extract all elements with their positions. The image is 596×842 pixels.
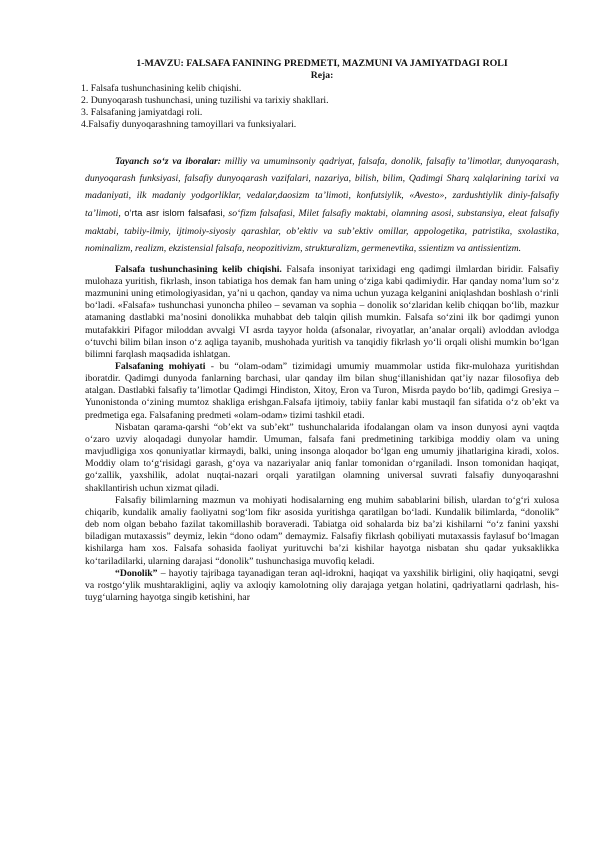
document-page [81,58,560,604]
plan-item: 3. Falsafaning jamiyatdagi roli. [81,106,203,118]
body-paragraph [85,568,559,604]
body-paragraph [85,495,559,568]
paragraph-lead: Falsafaning mohiyati [115,361,206,372]
paragraph-lead: Falsafa tushunchasining kelib chiqishi. [115,263,282,275]
paragraph-lead: “Donolik” [115,567,158,579]
keywords-highlight: o‘rta asr islom falsafasi [124,207,223,219]
keywords-label: Tayanch so‘z va iboralar: [115,156,221,168]
paragraph-text: Nisbatan qarama-qarshi “ob’ekt va sub’ekt” tushunchalarida ifodalangan olam va inson dunyosi ayni vaqtda o‘zaro uzviy aloqadagi dunyolar hamdir. Umuman, falsafa fani predmetining tarkibiga moddiy olam va uning mavjudligiga xos qonuniyatlar kirmaydi, balki, uning insonga aloqador bo‘lgan eng umumiy jihatlarigina kiradi, xolos. Moddiy olam to‘g‘risidagi garash, g‘oya va nazariyalar aniq fanlar tomonidan o‘rganiladi. Inson tomonidan haqiqat, go‘zallik, yaxshilik, adolat nuqtai-nazari orqali yaratilgan olamning universal suvrati falsafiy dunyoqarashni shakllantirish uchun xizmat qiladi. [85,421,559,494]
body-paragraph [85,361,559,422]
paragraph-text: Falsafiy bilimlarning mazmun va mohiyati hodisalarning eng muhim sabablarini bilish, ulardan to‘g‘ri xulosa chiqarib, kundalik amaliy faoliyatni sog‘lom fikr asosida yuritishga qaratilgan bo‘ladi. Kundalik bilimlarda, “donolik” deb nom olgan bebaho fazilat takomillashib boraveradi. Tabiatga oid sohalarda biz ba’zi kishilarni “o‘z fanini yaxshi biladigan mutaxassis” deymiz, lekin “dono odam” demaymiz. Falsafiy fikrlash qobiliyati mutaxassis faylasuf bo‘lmagan kishilarga ham xos. Falsafa sohasida faoliyat yurituvchi ba’zi kishilar hayotga nisbatan shu qadar yuksaklikka ko‘tariladilarki, ularning darajasi “donolik” tushunchasiga muvofiq keladi. [85,494,559,567]
plan-item: 4.Falsafiy dunyoqarashning tamoyillari va funksiyalari. [81,119,297,131]
plan-item: 2. Dunyoqarash tushunchasi, uning tuzilishi va tarixiy shakllari. [81,94,329,106]
page-title: 1-MAVZU: FALSAFA FANINING PREDMETI, MAZMUNI VA JAMIYATDAGI ROLI [136,58,508,69]
keywords-text: milliy va umuminsoniy qadriyat, falsafa, donolik, falsafiy ta’limotlar, dunyoqarash, dunyoqarash funksiyasi, falsafiy dunyoqarash vazifalari, nazariya, bilish, bilim, Qadimgi Sharq xalqlarining tarixi va madaniyati, ilk madaniy yodgorliklar, vedalar,daosizm ta’limoti, konfutsiylik, «Avesto», zardushtiylik diniy-falsafiy ta’limoti, [85,156,559,220]
paragraph-text: Falsafa insoniyat tarixidagi eng qadimgi ilmlardan biridir. Falsafiy mulohaza yuritish, fikrlash, inson tabiatiga hos demak fan ham uning o‘ziga kabi qadimiydir. Har qanday noma’lum so‘z mazmunini uning etimologiyasidan, ya’ni u qachon, qanday va nima uchun yuzaga kelganini aniqlashdan boshlash o‘rinli bo‘ladi. «Falsafa» tushunchasi yunoncha phileo – sevaman va sophia – donolik so‘zlaridan kelib chiqqan bo‘lib, mazkur atamaning dastlabki ma’nosini donolikka muhabbat deb talqin qilish mumkin. Falsafa so‘zini ilk bor qadimgi yunon mutafakkiri Pifagor miloddan avvalgi VI asrda tayyor holda (afsonalar, rivoyatlar, an’analar orqali) avloddan avlodga o‘tuvchi bilim bilan inson o‘z aqliga tayanib, mushohada yuritish va tanqidiy fikrlash yo‘li orqali olishi mumkin bo‘lgan bilimni farqlash maqsadida ishlatgan. [85,263,559,360]
paragraph-text: – hayotiy tajribaga tayanadigan teran aql-idrokni, haqiqat va yaxshilik birligini, oliy haqiqatni, sevgi va rostgo‘ylik mushtarakligini, aqliy va axloqiy kamolotning oliy darajaga yetgan holatini, qadriyatlarni qadrlash, his-tuyg‘ularning hayotga singib ketishini, har [85,567,559,603]
body-paragraph [85,264,559,361]
paragraph-text: - bu “olam-odam” tizimidagi umumiy muammolar ustida fikr-mulohaza yuritishdan iboratdir. Qadimgi dunyoda fanlarning barchasi, ular qanday ilm bilan shug‘illanishidan qat’iy nazar filosofiya deb atalgan. Dastlabki falsafiy ta’limotlar Qadimgi Hindiston, Xitoy, Eron va Turon, Misrda paydo bo‘lib, qadimgi Gresiya – Yunonistonda o‘zining mumtoz shakliga erishgan.Falsafa ijtimoiy, tabiiy fanlar kabi mustaqil fan sifatida o‘z ob’ekt va predmetiga ega. Falsafaning predmeti «olam-odam» tizimi tashkil etadi. [85,361,560,421]
plan-item: 1. Falsafa tushunchasining kelib chiqishi. [81,82,242,94]
plan-heading: Reja: [310,70,334,82]
plan-list [81,82,559,132]
keywords-text: , so‘fizm falsafasi, Milet falsafiy maktabi, olamning asosi, substansiya, eleat falsafiy maktabi, tabiiy-ilmiy, ijtimoiy-siyosiy qarashlar, ob’ektiv va sub’ektiv omillar, appologetika, patristika, sxolastika, nominalizm, realizm, ekzistensial falsafa, neopozitivizm, strukturalizm, germenevtika, ssientizm va antissientizm. [85,208,559,254]
spacer [85,131,559,153]
keywords-paragraph [85,153,559,257]
body-paragraph [85,422,559,495]
